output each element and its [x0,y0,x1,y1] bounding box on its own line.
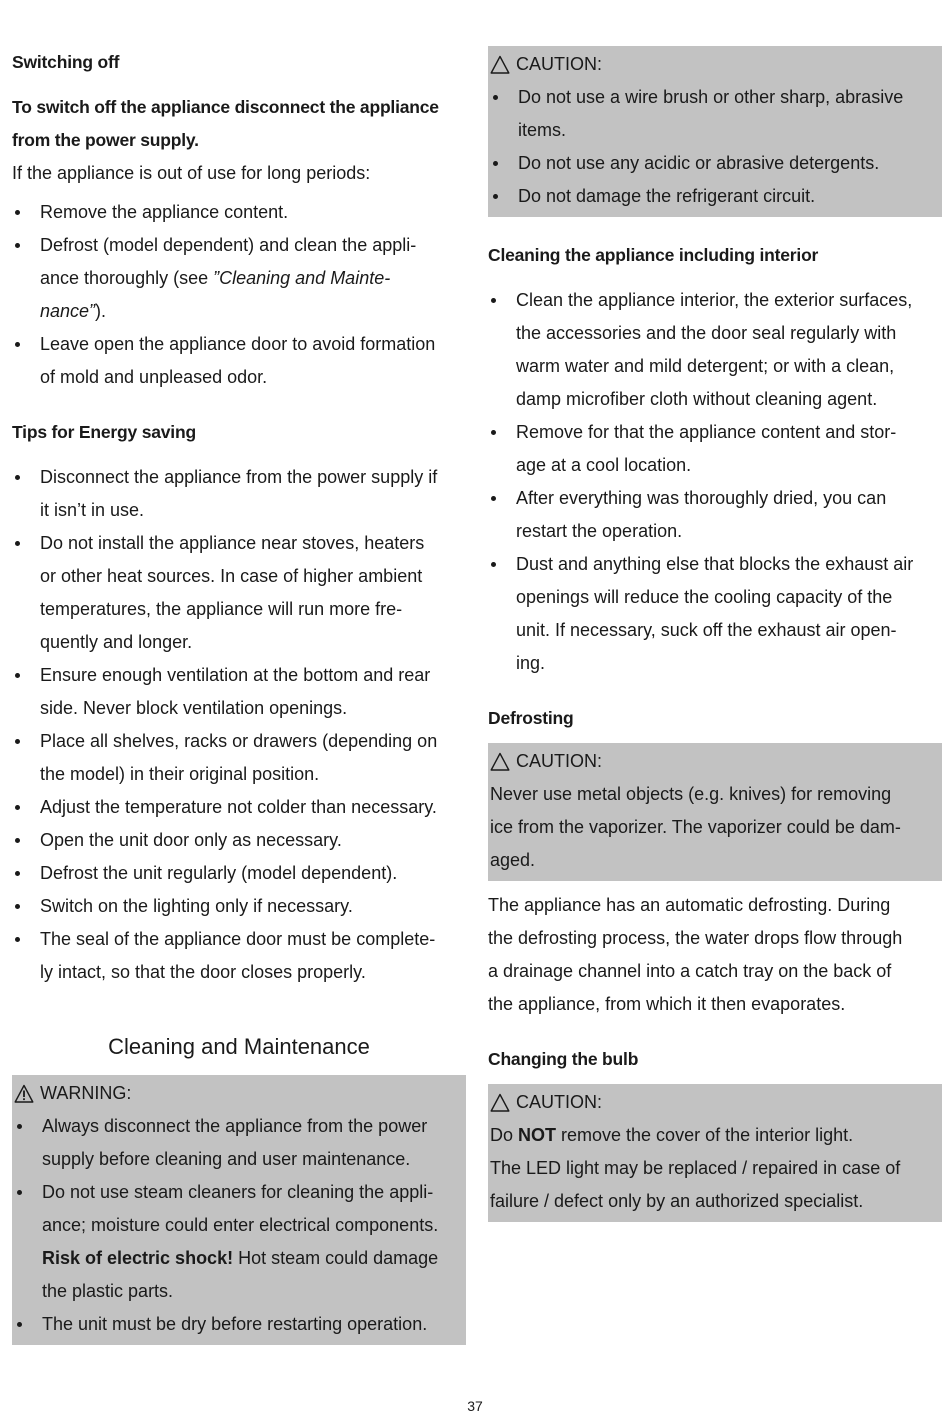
section-title-cleaning: Cleaning and Maintenance [108,1034,370,1059]
caution-icon [490,55,510,75]
warning-icon [14,1084,34,1104]
shock-risk-emphasis: Risk of electric shock! [42,1248,234,1268]
caution-box-defrosting: CAUTION: Never use metal objects (e.g. knives) for removing ice from the vaporizer. The vaporizer could be dam- aged. [488,743,942,881]
switch-off-list [12,196,466,394]
heading-changing-bulb: Changing the bulb [488,1049,639,1069]
caution-label: CAUTION: [516,54,603,74]
caution-icon [490,1093,510,1113]
heading-switching-off: Switching off [12,52,120,72]
list-item: Always disconnect the appliance from the power supply before cleaning and user maintenance. [14,1110,466,1176]
left-column [12,46,466,1345]
caution-label: CAUTION: [516,1092,603,1112]
list-item: Place all shelves, racks or drawers (depending on the model) in their original position. [12,725,466,791]
list-item: Defrost (model dependent) and clean the appli- ance thoroughly (see ”Cleaning and Mainte- nance”). [12,229,466,328]
switch-off-instruction-line1: To switch off the appliance disconnect the appliance [12,97,439,117]
list-item: Leave open the appliance door to avoid formation of mold and unpleased odor. [12,328,466,394]
list-item: Open the unit door only as necessary. [12,824,466,857]
cleaning-interior-list [488,284,942,680]
list-item: The unit must be dry before restarting operation. [14,1308,466,1341]
not-emphasis: NOT [518,1125,557,1145]
list-item: The seal of the appliance door must be complete- ly intact, so that the door closes properly. [12,923,466,989]
list-item: Switch on the lighting only if necessary. [12,890,466,923]
list-item: Do not damage the refrigerant circuit. [490,180,942,213]
cross-reference: nance” [40,301,96,321]
switch-off-instruction-line2: from the power supply. [12,130,199,150]
caution-list [490,81,942,213]
list-item: Do not use a wire brush or other sharp, abrasive items. [490,81,942,147]
long-period-intro: If the appliance is out of use for long periods: [12,163,371,183]
caution-icon [490,752,510,772]
list-item: After everything was thoroughly dried, you can restart the operation. [488,482,942,548]
heading-cleaning-interior: Cleaning the appliance including interior [488,245,819,265]
heading-defrosting: Defrosting [488,708,574,728]
list-item: Disconnect the appliance from the power supply if it isn’t in use. [12,461,466,527]
list-item: Ensure enough ventilation at the bottom and rear side. Never block ventilation openings. [12,659,466,725]
list-item: Do not use steam cleaners for cleaning the appli- ance; moisture could enter electrical components. Risk of electric shock! Hot steam could damage the plastic parts. [14,1176,466,1308]
list-item: Defrost the unit regularly (model dependent). [12,857,466,890]
warning-list [14,1110,466,1341]
caution-box-cleaning [488,46,942,217]
page-number: 37 [467,1398,483,1414]
list-item: Clean the appliance interior, the exterior surfaces, the accessories and the door seal regularly with warm water and mild detergent; or with a clean, damp microfiber cloth without cleaning agent. [488,284,942,416]
caution-box-bulb: CAUTION: Do NOT remove the cover of the interior light. The LED light may be replaced / repaired in case of failure / defect only by an authorized specialist. [488,1084,942,1222]
caution-label: CAUTION: [516,751,603,771]
defrosting-description: The appliance has an automatic defrosting. During the defrosting process, the water drops flow through a drainage channel into a catch tray on the back of the appliance, from which it then evaporates. [488,895,903,1014]
right-column [488,46,942,1222]
heading-energy-saving: Tips for Energy saving [12,422,196,442]
list-item: Remove the appliance content. [12,196,466,229]
cross-reference: ”Cleaning and Mainte- [213,268,391,288]
list-item: Dust and anything else that blocks the exhaust air openings will reduce the cooling capacity of the unit. If necessary, suck off the exhaust air open- ing. [488,548,942,680]
list-item: Do not use any acidic or abrasive detergents. [490,147,942,180]
energy-tips-list [12,461,466,989]
list-item: Do not install the appliance near stoves, heaters or other heat sources. In case of higher ambient temperatures, the appliance will run more fre- quently and longer. [12,527,466,659]
list-item: Adjust the temperature not colder than necessary. [12,791,466,824]
list-item: Remove for that the appliance content and stor- age at a cool location. [488,416,942,482]
warning-box [12,1075,466,1345]
warning-label: WARNING: [40,1083,132,1103]
